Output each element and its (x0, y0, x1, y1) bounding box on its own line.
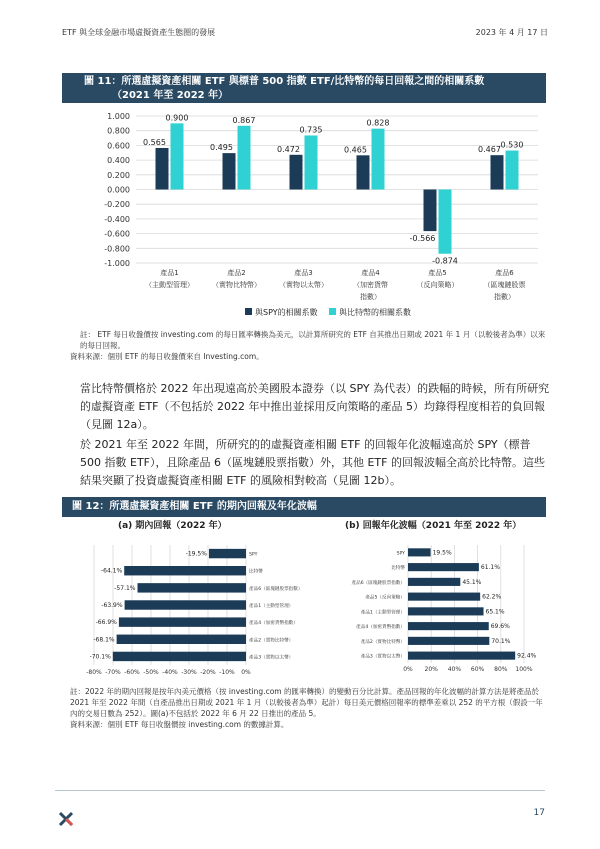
bar (209, 549, 246, 558)
x-tick-label: -40% (162, 669, 178, 676)
data-label: 0.900 (165, 113, 189, 123)
bar (138, 583, 246, 592)
x-tick-label: 80% (494, 666, 508, 673)
x-category-label: 指數） (494, 293, 515, 301)
figure-11-title (62, 73, 546, 103)
figure-12-title: 圖 12：所選虛擬資產相關 ETF 的期內回報及年化波幅 (62, 497, 546, 517)
bar (408, 652, 515, 660)
data-label: 62.2% (482, 593, 502, 601)
data-label: 92.4% (517, 652, 537, 660)
category-label: 產品2（實物比特幣） (360, 639, 405, 645)
category-label: 比特幣 (249, 569, 263, 575)
category-label: 產品3（實物以太幣） (249, 655, 294, 661)
y-tick-label: -0.600 (104, 229, 130, 239)
annualized-volatility-chart (304, 537, 548, 677)
data-label: 19.5% (432, 549, 452, 557)
category-label: 產品1（主動型管理） (360, 610, 405, 616)
y-tick-label: 0.200 (107, 170, 130, 180)
data-label: 0.828 (366, 118, 390, 128)
x-category-label: （加密貨幣 (353, 281, 388, 289)
x-tick-label: -50% (143, 669, 159, 676)
data-label: 0.735 (299, 125, 323, 135)
x-tick-label: -30% (181, 669, 197, 676)
x-tick-label: -70% (105, 669, 121, 676)
bar (305, 135, 318, 189)
category-label: 產品5（反向策略） (365, 595, 405, 601)
y-tick-label: 0.000 (107, 185, 130, 195)
y-tick-label: 0.400 (107, 156, 130, 166)
data-label: -57.1% (114, 584, 136, 592)
figure-11-title-line1: 圖 11：所選虛擬資產相關 ETF 與標普 500 指數 ETF/比特幣的每日回報之間的相關系數 (84, 76, 485, 87)
bar (491, 155, 504, 189)
figure-11-title-line2: （2021 年至 2022 年） (112, 90, 229, 101)
data-label: 45.1% (462, 578, 482, 586)
x-category-label: 產品6 (495, 269, 514, 277)
figure-12-source: 資料來源：個別 ETF 每日收盤價按 investing.com 的數據計算。 (70, 720, 289, 729)
x-category-label: （區塊鏈股票 (483, 281, 526, 289)
category-label: 產品4（加密貨幣指數） (249, 621, 298, 627)
bar (408, 578, 460, 586)
x-category-label: 產品3 (294, 269, 313, 277)
y-tick-label: 0.800 (107, 126, 130, 136)
correlation-bar-chart (62, 103, 546, 323)
data-label: 0.867 (232, 115, 256, 125)
figure-12a-subtitle: (a) 期內回報（2022 年） (118, 521, 227, 531)
data-label: -0.566 (409, 234, 436, 244)
figure-12-note: 註：2022 年的期內回報是按年內美元價格（按 investing.com 的匯率轉換）的變動百分比計算。產品回報的年化波幅的計算方法是將產品於 2021 年至 2022 年間（自產品推出日期或 2021 年 1 月（以較後者為準）起計）每日美元價格回報率的標準差乘以 252 的平方根（假設一年內的交易日數為 252）。圖(a)不包括於 2022 年 6 月 22 日推出的產品 5。 (70, 687, 543, 718)
y-tick-label: -0.200 (104, 200, 130, 210)
y-tick-label: 1.000 (107, 112, 130, 121)
bar (223, 153, 236, 189)
x-tick-label: -60% (124, 669, 140, 676)
period-return-chart (62, 537, 302, 677)
x-category-label: （反向策略） (416, 281, 459, 289)
x-tick-label: -80% (86, 669, 102, 676)
header-document-title: ETF 與全球金融市場虛擬資產生態圈的發展 (62, 28, 216, 37)
bar (125, 600, 246, 609)
category-label: 比特幣 (391, 566, 405, 572)
data-label: 0.467 (478, 145, 501, 155)
bar (408, 622, 489, 630)
x-category-label: 產品5 (428, 269, 447, 277)
bar (408, 607, 484, 615)
category-label: 產品6（區塊鏈股票指數） (249, 586, 302, 592)
bar (424, 190, 437, 232)
bar (439, 190, 452, 254)
page-number: 17 (533, 808, 545, 818)
bar (372, 129, 385, 190)
x-tick-label: 0% (403, 666, 413, 673)
x-category-label: （主動型管理） (145, 281, 194, 289)
x-category-label: 指數） (360, 293, 381, 301)
bar (124, 566, 246, 575)
hkex-logo-icon (57, 810, 75, 828)
bar (171, 123, 184, 189)
data-label: -70.1% (89, 653, 111, 661)
legend-swatch (329, 308, 336, 315)
category-label: 產品2（實物比特幣） (249, 638, 294, 644)
figure-11-note: 註： ETF 每日收盤價按 investing.com 的每日匯率轉換為美元，以計算所研究的 ETF 自其推出日期或 2021 年 1 月（以較後者為準）以來的每日回報。 (80, 330, 546, 350)
category-label: 產品1（主動型管理） (249, 604, 294, 609)
data-label: -63.9% (101, 602, 123, 609)
legend-swatch (245, 308, 252, 315)
data-label: 65.1% (485, 608, 505, 616)
data-label: 0.465 (344, 145, 367, 155)
bar (119, 617, 246, 626)
legend-label: 與比特幣的相關系數 (339, 308, 411, 317)
x-tick-label: 0% (241, 669, 251, 676)
data-label: 0.472 (277, 144, 300, 154)
bar (506, 151, 519, 190)
data-label: -66.9% (95, 619, 117, 627)
data-label: -0.874 (432, 256, 458, 266)
bar (290, 155, 303, 190)
x-tick-label: -10% (219, 669, 235, 676)
x-tick-label: 20% (424, 666, 438, 673)
paragraph-1: 當比特幣價格於 2022 年出現遠高於美國股本證券（以 SPY 為代表）的跌幅的時候，所有所研究的虛擬資產 ETF（不包括於 2022 年中推出並採用反向策略的產品 5）均錄得程度相若的負回報（見圖 12a）。 (80, 382, 550, 431)
bar (408, 563, 479, 571)
bar (408, 548, 431, 556)
category-label: 產品4（加密貨幣指數） (356, 625, 405, 631)
legend-label: 與SPY的相關系數 (255, 308, 318, 317)
category-label: SPY (396, 551, 405, 557)
x-category-label: （實物以太幣） (279, 281, 328, 289)
category-label: SPY (249, 552, 258, 558)
bar (113, 652, 246, 661)
figure-12b-subtitle: (b) 回報年化波幅（2021 年至 2022 年） (345, 521, 522, 531)
paragraph-2: 於 2021 年至 2022 年間，所研究的的虛擬資產相關 ETF 的回報年化波幅遠高於 SPY（標普 500 指數 ETF），且除產品 6（區塊鏈股票指數）外，其他 ETF 的回報波幅全高於比特幣。這些結果突顯了投資虛擬資產相關 ETF 的風險相對較高（見圖 12b）。 (80, 438, 545, 487)
x-tick-label: 60% (470, 666, 485, 673)
x-category-label: 產品2 (227, 269, 246, 277)
x-category-label: 產品1 (160, 269, 179, 277)
bar (238, 126, 251, 190)
figure-11-source: 資料來源：個別 ETF 的每日收盤價來自 Investing.com。 (70, 352, 264, 361)
x-tick-label: 40% (447, 666, 462, 673)
x-tick-label: 100% (515, 666, 533, 673)
data-label: 0.495 (210, 143, 233, 153)
data-label: 70.1% (491, 637, 511, 645)
bar (117, 635, 246, 644)
header-date: 2023 年 4 月 17 日 (475, 28, 548, 37)
category-label: 產品6（區塊鏈股票指數） (351, 580, 405, 586)
category-label: 產品3（實物以太幣） (360, 654, 405, 660)
bar (408, 593, 480, 601)
x-tick-label: -20% (200, 669, 216, 676)
footer-divider (55, 790, 545, 791)
y-tick-label: -0.800 (104, 244, 130, 254)
data-label: 69.6% (490, 623, 510, 631)
data-label: 0.565 (143, 137, 166, 147)
y-tick-label: -0.400 (104, 214, 130, 224)
data-label: -19.5% (185, 550, 207, 558)
data-label: 0.530 (500, 140, 524, 150)
data-label: 61.1% (480, 564, 500, 572)
data-label: -68.1% (93, 636, 115, 644)
y-tick-label: -1.000 (104, 259, 130, 268)
x-category-label: （實物比特幣） (212, 281, 261, 289)
data-label: -64.1% (100, 567, 123, 575)
bar (156, 148, 169, 190)
bar (408, 637, 489, 645)
x-category-label: 產品4 (361, 269, 380, 277)
y-tick-label: 0.600 (107, 141, 130, 151)
bar (357, 155, 370, 189)
